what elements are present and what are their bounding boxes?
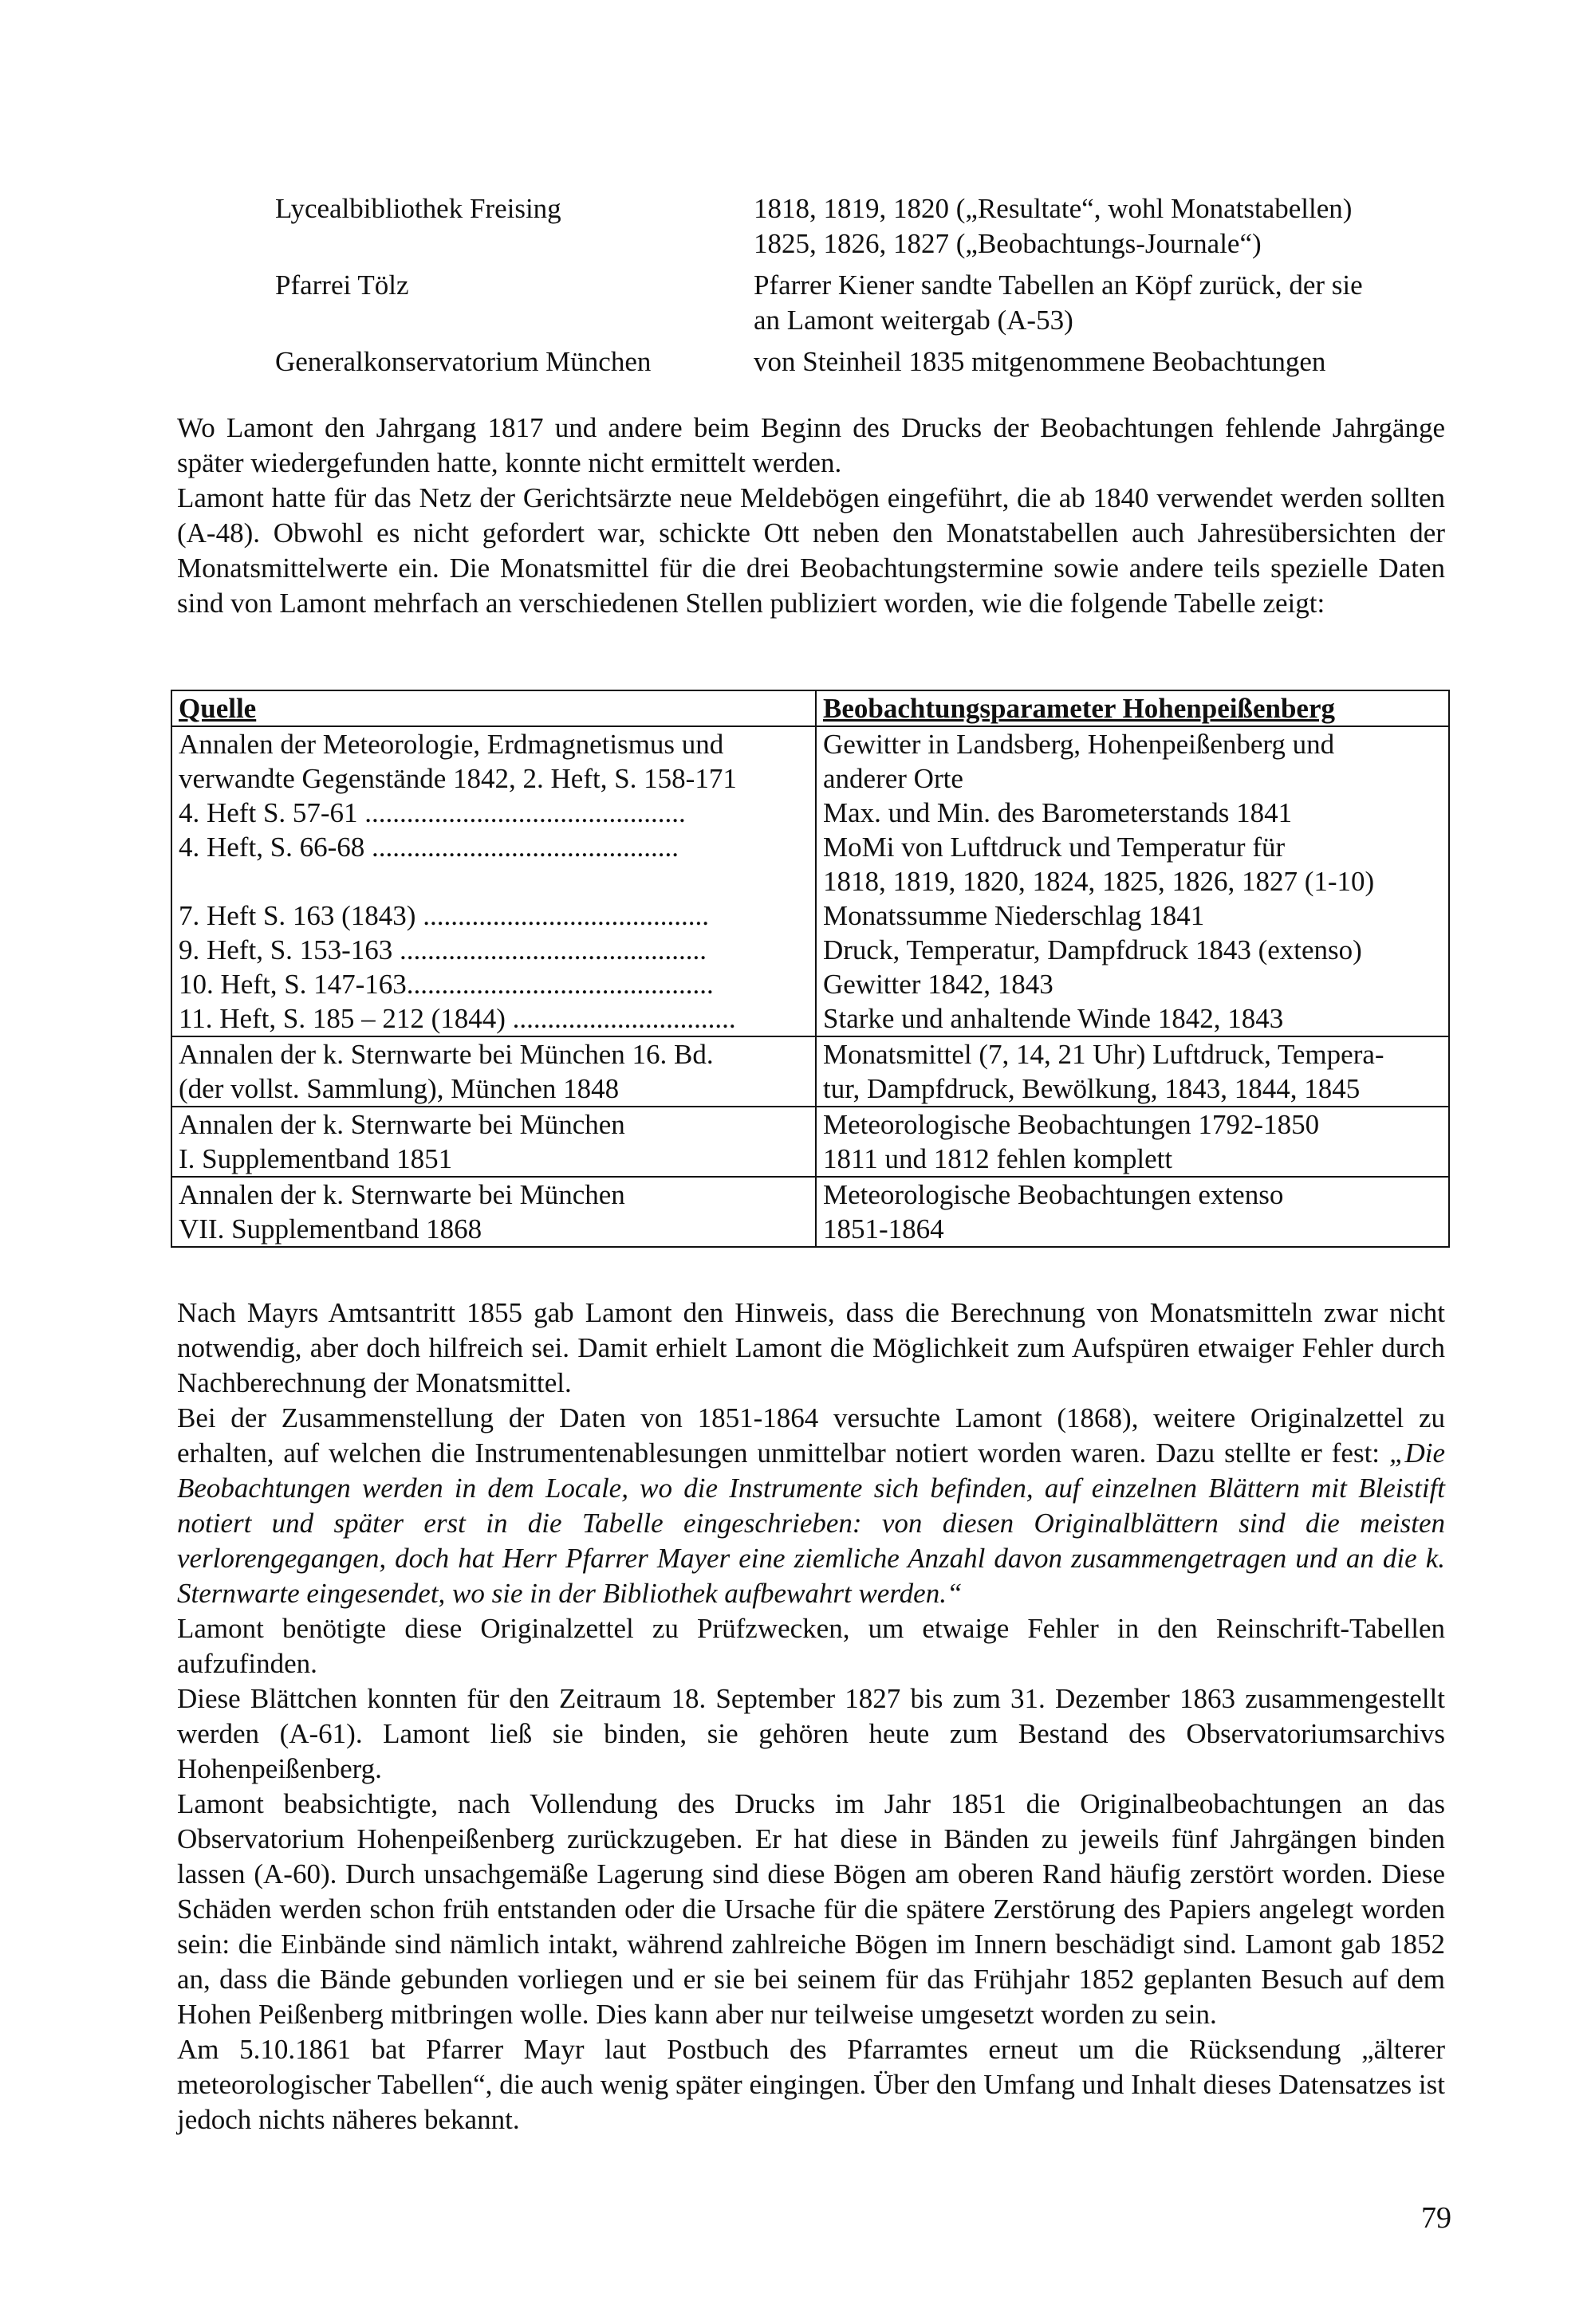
parameter-cell: Gewitter in Landsberg, Hohenpeißenberg und anderer Orte Max. und Min. des Barometerstands 1841 MoMi von Luftdruck und Temperatur für 1818, 1819, 1820, 1824, 1825, 1826, 1827 (1-10) Monatssumme Niederschlag 1841 Druck, Temperatur, Dampfdruck 1843 (extenso) Gewitter 1842, 1843 Starke und anhaltende Winde 1842, 1843 bbox=[816, 726, 1449, 1036]
parameter-cell: Meteorologische Beobachtungen 1792-1850 1811 und 1812 fehlen komplett bbox=[816, 1107, 1449, 1177]
archive-row-muenchen bbox=[275, 344, 1455, 379]
body-text bbox=[177, 1296, 1445, 2137]
archive-detail: 1818, 1819, 1820 („Resultate“, wohl Monatstabellen) bbox=[754, 193, 1353, 224]
table-row bbox=[171, 1177, 1449, 1247]
body-paragraph: Lamont beabsichtigte, nach Vollendung des Drucks im Jahr 1851 die Originalbeobachtungen an das Observatorium Hohenpeißenberg zurückzugeben. Er hat diese in Bänden zu jeweils fünf Jahrgängen binden lassen (A-60). Durch unsachgemäße Lagerung sind diese Bögen am oberen Rand häufig zerstört worden. Diese Schäden werden schon früh entstanden oder die Ursache für die spätere Zerstörung des Papiers angelegt worden sein: die Einbände sind nämlich intakt, während zahlreiche Bögen im Innern beschädigt sind. Lamont gab 1852 an, dass die Bände gebunden vorliegen und er sie bei seinem für das Frühjahr 1852 geplanten Besuch auf dem Hohen Peißenberg mitbringen wolle. Dies kann aber nur teilweise umgesetzt worden zu sein. bbox=[177, 1788, 1445, 2030]
archive-row-toelz bbox=[275, 268, 1455, 338]
body-paragraph: Am 5.10.1861 bat Pfarrer Mayr laut Postbuch des Pfarramtes erneut um die Rücksendung „älterer meteorologischer Tabellen“, die auch wenig später eingingen. Über den Umfang und Inhalt dieses Datensatzes ist jedoch nichts näheres bekannt. bbox=[177, 2034, 1445, 2135]
table-row bbox=[171, 1107, 1449, 1177]
body-paragraph-quote: Bei der Zusammenstellung der Daten von 1851-1864 versuchte Lamont (1868), weitere Originalzettel zu erhalten, auf welchen die Instrumentenablesungen unmittelbar notiert worden waren. Dazu stellte er fest: „Die Beobachtungen werden in dem Locale, wo die Instrumente sich befinden, auf einzelnen Blättern mit Bleistift notiert und später erst in die Tabelle eingeschrieben: von diesen Originalblättern sind die meisten verlorengegangen, doch hat Herr Pfarrer Mayer eine ziemliche Anzahl davon zusammengetragen und an die k. Sternwarte eingesendet, wo sie in der Bibliothek aufbewahrt werden.“ bbox=[177, 1402, 1445, 1609]
quote: „Die Beobachtungen werden in dem Locale, wo die Instrumente sich befinden, auf einzelnen Blättern mit Bleistift notiert und später erst in die Tabelle eingeschrieben: von diesen Originalblättern sind die meisten verlorengegangen, doch hat Herr Pfarrer Mayer eine ziemliche Anzahl davon zusammengetragen und an die k. Sternwarte eingesendet, wo sie in der Bibliothek aufbewahrt werden.“ bbox=[177, 1437, 1445, 1609]
table-row bbox=[171, 726, 1449, 1036]
archive-location: Lycealbibliothek Freising bbox=[275, 193, 561, 224]
parameter-cell: Monatsmittel (7, 14, 21 Uhr) Luftdruck, Tempera- tur, Dampfdruck, Bewölkung, 1843, 1844, 1845 bbox=[816, 1036, 1449, 1107]
intro-paragraph: Wo Lamont den Jahrgang 1817 und andere beim Beginn des Drucks der Beobachtungen fehlende Jahrgänge später wiedergefunden hatte, konnte nicht ermittelt werden. bbox=[177, 412, 1445, 478]
source-cell: Annalen der k. Sternwarte bei München VII. Supplementband 1868 bbox=[171, 1177, 816, 1247]
body-paragraph: Diese Blättchen konnten für den Zeitraum 18. September 1827 bis zum 31. Dezember 1863 zusammengestellt werden (A-61). Lamont ließ sie binden, sie gehören heute zum Bestand des Observatoriumsarchivs Hohenpeißenberg. bbox=[177, 1683, 1445, 1784]
source-cell: Annalen der k. Sternwarte bei München I. Supplementband 1851 bbox=[171, 1107, 816, 1177]
archive-detail: an Lamont weitergab (A-53) bbox=[754, 305, 1073, 336]
parameter-cell: Meteorologische Beobachtungen extenso 1851-1864 bbox=[816, 1177, 1449, 1247]
archive-row-freising bbox=[275, 191, 1455, 261]
archive-detail: von Steinheil 1835 mitgenommene Beobachtungen bbox=[754, 346, 1326, 377]
body-paragraph: Nach Mayrs Amtsantritt 1855 gab Lamont den Hinweis, dass die Berechnung von Monatsmitteln zwar nicht notwendig, aber doch hilfreich sei. Damit erhielt Lamont die Möglichkeit zum Aufspüren etwaiger Fehler durch Nachberechnung der Monatsmittel. bbox=[177, 1297, 1445, 1398]
archive-location: Pfarrei Tölz bbox=[275, 269, 409, 301]
archive-list bbox=[275, 191, 1455, 386]
source-cell: Annalen der Meteorologie, Erdmagnetismus und verwandte Gegenstände 1842, 2. Heft, S. 158-171 4. Heft S. 57-61 .............................................. 4. Heft, S. 66-68 ............................................ 7. Heft S. 163 (1843) ......................................... 9. Heft, S. 153-163 ............................................ 10. Heft, S. 147-163............................................ 11. Heft, S. 185 – 212 (1844) ................................ bbox=[171, 726, 816, 1036]
table-row bbox=[171, 1036, 1449, 1107]
sources-table bbox=[171, 690, 1450, 1248]
intro-paragraph: Lamont hatte für das Netz der Gerichtsärzte neue Meldebögen eingeführt, die ab 1840 verwendet werden sollten (A-48). Obwohl es nicht gefordert war, schickte Ott neben den Monatstabellen auch Jahresübersichten der Monatsmittelwerte ein. Die Monatsmittel für die drei Beobachtungstermine sowie andere teils spezielle Daten sind von Lamont mehrfach an verschiedenen Stellen publiziert worden, wie die folgende Tabelle zeigt: bbox=[177, 482, 1445, 619]
archive-detail: 1825, 1826, 1827 („Beobachtungs-Journale“) bbox=[754, 228, 1262, 259]
table-header-row bbox=[171, 690, 1449, 726]
column-header-source: Quelle bbox=[171, 690, 816, 726]
archive-detail: Pfarrer Kiener sandte Tabellen an Köpf zurück, der sie bbox=[754, 269, 1363, 301]
intro-text bbox=[177, 411, 1445, 621]
source-cell: Annalen der k. Sternwarte bei München 16. Bd. (der vollst. Sammlung), München 1848 bbox=[171, 1036, 816, 1107]
body-paragraph: Lamont benötigte diese Originalzettel zu Prüfzwecken, um etwaige Fehler in den Reinschrift-Tabellen aufzufinden. bbox=[177, 1613, 1445, 1679]
page-number: 79 bbox=[1421, 2201, 1451, 2235]
column-header-parameter: Beobachtungsparameter Hohenpeißenberg bbox=[816, 690, 1449, 726]
archive-location: Generalkonservatorium München bbox=[275, 346, 652, 377]
